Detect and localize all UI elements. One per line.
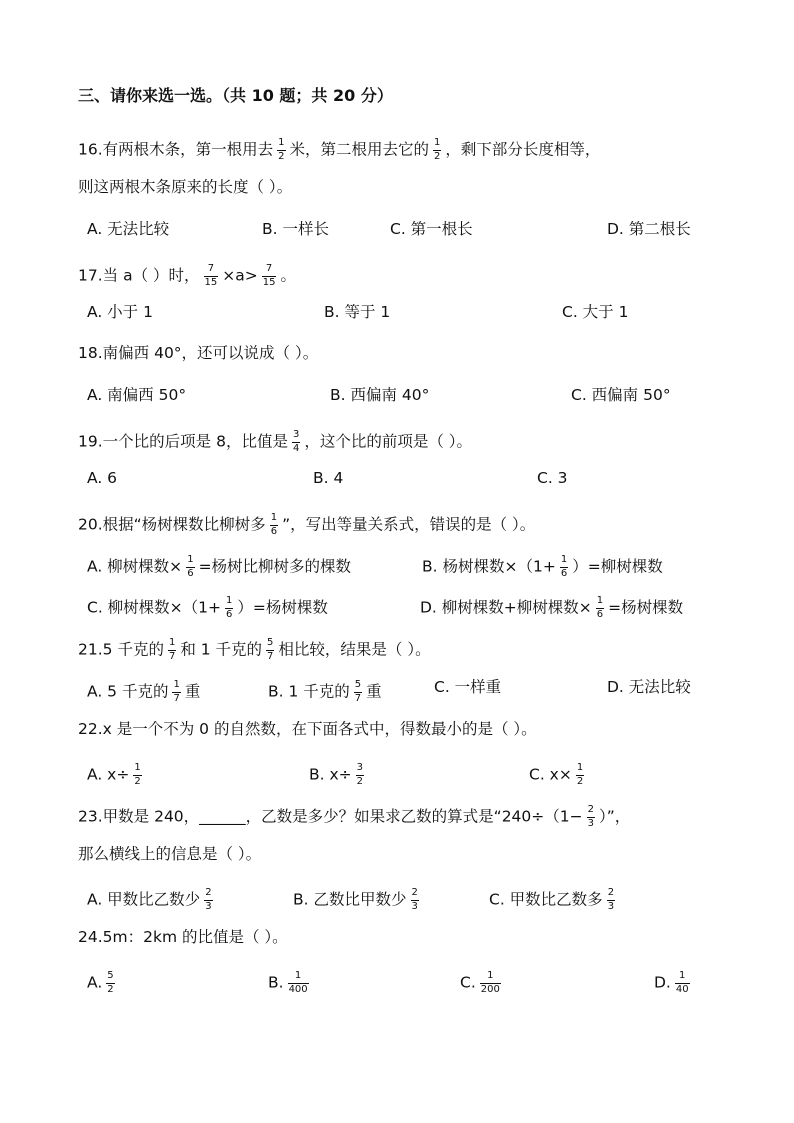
fraction: $\frac{1}{6}$ xyxy=(226,595,233,620)
q16-option-d[interactable]: D. 第二根长 xyxy=(607,220,691,238)
q21-option-b[interactable]: B. 1 千克的 $\frac{5}{7}$ 重 xyxy=(268,679,382,704)
fraction: $\frac{1}{6}$ xyxy=(187,554,194,579)
q20-option-b[interactable]: B. 杨树棵数×（1+ $\frac{1}{6}$ ）=柳树棵数 xyxy=(422,554,663,579)
question-24: 24.5m：2km 的比值是（ ）。 xyxy=(78,928,288,946)
q18-option-a[interactable]: A. 南偏西 50° xyxy=(87,386,187,404)
fraction: $\frac{1}{2}$ xyxy=(134,762,141,787)
fraction: $\frac{7}{15}$ xyxy=(204,263,218,288)
q23-option-a[interactable]: A. 甲数比乙数少 $\frac{2}{3}$ xyxy=(87,887,212,912)
fraction: $\frac{1}{400}$ xyxy=(288,970,308,995)
fraction: $\frac{5}{2}$ xyxy=(107,970,114,995)
q24-option-c[interactable]: C. $\frac{1}{200}$ xyxy=(460,970,500,995)
fraction: $\frac{1}{6}$ xyxy=(596,595,604,620)
q24-option-d[interactable]: D. $\frac{1}{40}$ xyxy=(654,970,689,995)
q16-option-a[interactable]: A. 无法比较 xyxy=(87,220,170,238)
question-22: 22.x 是一个不为 0 的自然数，在下面各式中，得数最小的是（ ）。 xyxy=(78,720,537,738)
q24-option-a[interactable]: A. $\frac{5}{2}$ xyxy=(87,970,114,995)
fraction: $\frac{3}{2}$ xyxy=(356,762,364,787)
fraction: $\frac{1}{7}$ xyxy=(173,679,180,704)
fraction: $\frac{1}{200}$ xyxy=(480,970,500,995)
q24-option-b[interactable]: B. $\frac{1}{400}$ xyxy=(268,970,308,995)
section-title: 三、请你来选一选。（共 10 题；共 20 分） xyxy=(78,86,393,105)
fraction: $\frac{1}{7}$ xyxy=(168,637,176,662)
fraction: $\frac{5}{7}$ xyxy=(267,637,274,662)
q20-option-d[interactable]: D. 柳树棵数+柳树棵数× $\frac{1}{6}$ =杨树棵数 xyxy=(420,595,684,620)
q22-option-b[interactable]: B. x÷ $\frac{3}{2}$ xyxy=(309,762,364,787)
q17-option-a[interactable]: A. 小于 1 xyxy=(87,303,153,321)
q18-option-c[interactable]: C. 西偏南 50° xyxy=(571,386,671,404)
fraction: $\frac{2}{3}$ xyxy=(205,887,212,912)
fraction: $\frac{2}{3}$ xyxy=(607,887,615,912)
q17-option-c[interactable]: C. 大于 1 xyxy=(562,303,629,321)
q18-option-b[interactable]: B. 西偏南 40° xyxy=(330,386,430,404)
q20-option-c[interactable]: C. 柳树棵数×（1+ $\frac{1}{6}$ ）=杨树棵数 xyxy=(87,595,328,620)
q19-option-a[interactable]: A. 6 xyxy=(87,469,118,487)
fraction: $\frac{1}{2}$ xyxy=(434,137,441,162)
q16-option-b[interactable]: B. 一样长 xyxy=(262,220,329,238)
q22-option-a[interactable]: A. x÷ $\frac{1}{2}$ xyxy=(87,762,141,787)
q19-option-c[interactable]: C. 3 xyxy=(537,469,568,487)
question-16-line2: 则这两根木条原来的长度（ ）。 xyxy=(78,178,293,196)
fraction: $\frac{2}{3}$ xyxy=(411,887,418,912)
q17-option-b[interactable]: B. 等于 1 xyxy=(324,303,391,321)
q16-option-c[interactable]: C. 第一根长 xyxy=(390,220,473,238)
question-21: 21.5 千克的 $\frac{1}{7}$ 和 1 千克的 $\frac{5}{7}$ 相比较，结果是（ ）。 xyxy=(78,637,431,662)
question-18: 18.南偏西 40°，还可以说成（ ）。 xyxy=(78,344,319,362)
question-20: 20.根据“杨树棵数比柳树多 $\frac{1}{6}$ ”，写出等量关系式，错误的是（ ）。 xyxy=(78,512,536,537)
fraction: $\frac{3}{4}$ xyxy=(292,429,300,454)
question-23: 23.甲数是 240，______，乙数是多少？如果求乙数的算式是“240÷（1− $\frac{2}{3}$ ）”， xyxy=(78,804,631,829)
fraction: $\frac{1}{2}$ xyxy=(576,762,584,787)
question-17: 17.当 a（ ）时， $\frac{7}{15}$ ×a> $\frac{7}{15}$ 。 xyxy=(78,263,296,288)
q23-option-c[interactable]: C. 甲数比乙数多 $\frac{2}{3}$ xyxy=(489,887,615,912)
question-19: 19.一个比的后项是 8，比值是 $\frac{3}{4}$ ，这个比的前项是（ ）。 xyxy=(78,429,473,454)
q21-option-a[interactable]: A. 5 千克的 $\frac{1}{7}$ 重 xyxy=(87,679,201,704)
fraction: $\frac{1}{2}$ xyxy=(278,137,285,162)
q20-option-a[interactable]: A. 柳树棵数× $\frac{1}{6}$ =杨树比柳树多的棵数 xyxy=(87,554,352,579)
q21-option-d[interactable]: D. 无法比较 xyxy=(607,678,691,696)
fraction: $\frac{1}{6}$ xyxy=(270,512,278,537)
q23-option-b[interactable]: B. 乙数比甲数少 $\frac{2}{3}$ xyxy=(293,887,418,912)
q21-option-c[interactable]: C. 一样重 xyxy=(434,678,502,696)
fraction: $\frac{1}{6}$ xyxy=(560,554,568,579)
fraction: $\frac{1}{40}$ xyxy=(675,970,689,995)
q22-option-c[interactable]: C. x× $\frac{1}{2}$ xyxy=(529,762,584,787)
fraction: $\frac{2}{3}$ xyxy=(587,804,594,829)
question-23-line2: 那么横线上的信息是（ ）。 xyxy=(78,845,262,863)
fraction: $\frac{7}{15}$ xyxy=(262,263,276,288)
question-16: 16.有两根木条，第一根用去 $\frac{1}{2}$ 米，第二根用去它的 $\frac{1}{2}$ ，剩下部分长度相等， xyxy=(78,137,601,162)
q19-option-b[interactable]: B. 4 xyxy=(313,469,344,487)
fraction: $\frac{5}{7}$ xyxy=(354,679,362,704)
